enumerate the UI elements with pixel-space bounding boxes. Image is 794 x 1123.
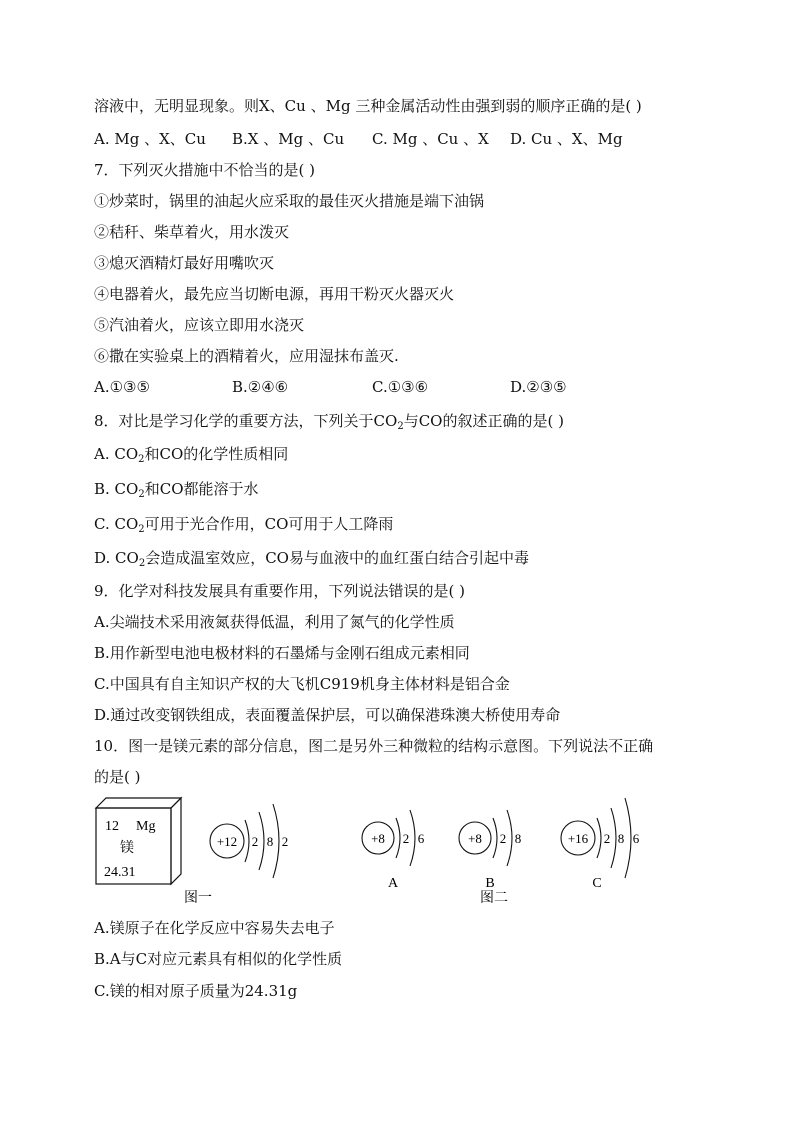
q6-option-a: A. Mg 、X、Cu <box>94 130 206 148</box>
particle-c-label: C <box>592 876 602 891</box>
q8-d-post: 会造成温室效应，CO易与血液中的血红蛋白结合引起中毒 <box>145 549 529 567</box>
element-name: 镁 <box>120 841 134 856</box>
q10-option-c: C.镁的相对原子质量为24.31g <box>94 982 298 1000</box>
q7-option-a: A.①③⑤ <box>94 378 150 396</box>
q8-c-pre: C. CO <box>94 515 139 533</box>
particle-c-shell-3-electrons: 6 <box>632 831 640 846</box>
question-10-stem-line-2: 的是( ) <box>94 768 141 786</box>
question-10-stem-line-1: 10．图一是镁元素的部分信息，图二是另外三种微粒的结构示意图。下列说法不正确 <box>94 737 654 755</box>
q9-option-c: C.中国具有自主知识产权的大飞机C919机身主体材料是铝合金 <box>94 675 510 693</box>
particle-a-label: A <box>387 876 399 891</box>
q9-option-a: A.尖端技术采用液氮获得低温，利用了氮气的化学性质 <box>94 613 455 631</box>
q6-option-d: D. Cu 、X、Mg <box>510 130 623 148</box>
particle-b-shell-1 <box>493 818 497 858</box>
particle-a-shell-1-electrons: 2 <box>402 831 410 846</box>
q10-figure <box>0 790 794 910</box>
particle-a-shell-2 <box>410 810 415 866</box>
mg-nucleus-charge: +12 <box>216 834 238 849</box>
q6-option-b: B.X 、Mg 、Cu <box>232 130 345 148</box>
q7-item-2: ②秸秆、柴草着火，用水泼灭 <box>94 223 290 241</box>
question-7-stem: 7．下列灭火措施中不恰当的是( ) <box>94 161 316 179</box>
mg-shell-3 <box>273 804 279 878</box>
particle-b-shell-2 <box>507 810 512 866</box>
q7-item-4: ④电器着火，最先应当切断电源，再用干粉灭火器灭火 <box>94 285 455 303</box>
particle-a-nucleus-charge: +8 <box>371 831 385 846</box>
particle-a-shell-2-electrons: 6 <box>417 831 425 846</box>
particle-c-shell-1-electrons: 2 <box>603 831 611 846</box>
particle-c-shell-3 <box>625 798 631 878</box>
question-6-options <box>94 128 654 148</box>
q8-option-d <box>94 548 529 574</box>
q8-d-pre: D. CO <box>94 549 139 567</box>
mg-shell-2 <box>259 812 264 870</box>
figure-1-caption: 图一 <box>184 891 212 906</box>
particle-c-nucleus-charge: +16 <box>567 831 589 846</box>
q7-item-3: ③熄灭酒精灯最好用嘴吹灭 <box>94 254 275 272</box>
q8-d-sub: 2 <box>138 558 146 569</box>
q8-a-sub: 2 <box>138 454 145 465</box>
q7-item-5: ⑤汽油着火，应该立即用水浇灭 <box>94 316 305 334</box>
mg-shell-1-electrons: 2 <box>251 834 259 849</box>
q7-option-d: D.②③⑤ <box>510 378 567 396</box>
q8-stem-post: 与CO的叙述正确的是( ) <box>403 412 564 430</box>
q8-b-sub: 2 <box>138 489 145 500</box>
q8-b-pre: B. CO <box>94 480 139 498</box>
q8-option-a <box>94 444 288 470</box>
particle-b-label: B <box>485 876 495 891</box>
particle-c-shell-2 <box>611 808 616 868</box>
q7-item-6: ⑥撒在实验桌上的酒精着火，应用湿抹布盖灭. <box>94 347 399 365</box>
q10-option-b: B.A与C对应元素具有相似的化学性质 <box>94 950 343 968</box>
q9-option-d: D.通过改变钢铁组成，表面覆盖保护层，可以确保港珠澳大桥使用寿命 <box>94 706 561 724</box>
q8-a-pre: A. CO <box>94 445 139 463</box>
q6-option-c: C. Mg 、Cu 、X <box>372 130 489 148</box>
element-symbol: Mg <box>136 819 156 834</box>
q7-option-b: B.②④⑥ <box>232 378 289 396</box>
question-9-stem: 9．化学对科技发展具有重要作用，下列说法错误的是( ) <box>94 582 466 600</box>
q8-c-post: 可用于光合作用，CO可用于人工降雨 <box>144 515 394 533</box>
q7-item-1: ①炒菜时，锅里的油起火应采取的最佳灭火措施是端下油锅 <box>94 192 485 210</box>
card-side-face <box>171 798 181 884</box>
particle-a-shell-1 <box>396 818 400 858</box>
question-7-options <box>94 378 654 398</box>
mg-shell-1 <box>245 820 249 862</box>
q8-option-b <box>94 479 259 505</box>
particle-c-shell-1 <box>597 818 601 858</box>
particle-c-shell-2-electrons: 8 <box>617 831 625 846</box>
question-8-stem <box>94 411 564 437</box>
q8-stem-pre: 8．对比是学习化学的重要方法，下列关于CO <box>94 412 398 430</box>
q9-option-b: B.用作新型电池电极材料的石墨烯与金刚石组成元素相同 <box>94 644 470 662</box>
q8-b-post: 和CO都能溶于水 <box>144 480 259 498</box>
card-top-face <box>96 798 181 808</box>
particle-b-shell-2-electrons: 8 <box>514 831 522 846</box>
particle-b-nucleus-charge: +8 <box>468 831 482 846</box>
figure-2-caption: 图二 <box>480 891 508 906</box>
mg-shell-3-electrons: 2 <box>281 834 289 849</box>
q8-c-sub: 2 <box>138 524 145 535</box>
q8-a-post: 和CO的化学性质相同 <box>144 445 289 463</box>
element-atomic-number: 12 <box>105 819 119 834</box>
q8-stem-sub: 2 <box>397 421 404 432</box>
question-6-stem-continued: 溶液中，无明显现象。则X、Cu 、Mg 三种金属活动性由强到弱的顺序正确的是( ) <box>94 97 642 115</box>
q7-option-c: C.①③⑥ <box>372 378 429 396</box>
q8-option-c <box>94 514 393 540</box>
mg-shell-2-electrons: 8 <box>266 834 274 849</box>
particle-b-shell-1-electrons: 2 <box>499 831 507 846</box>
element-atomic-mass: 24.31 <box>104 865 136 880</box>
q10-option-a: A.镁原子在化学反应中容易失去电子 <box>94 919 335 937</box>
